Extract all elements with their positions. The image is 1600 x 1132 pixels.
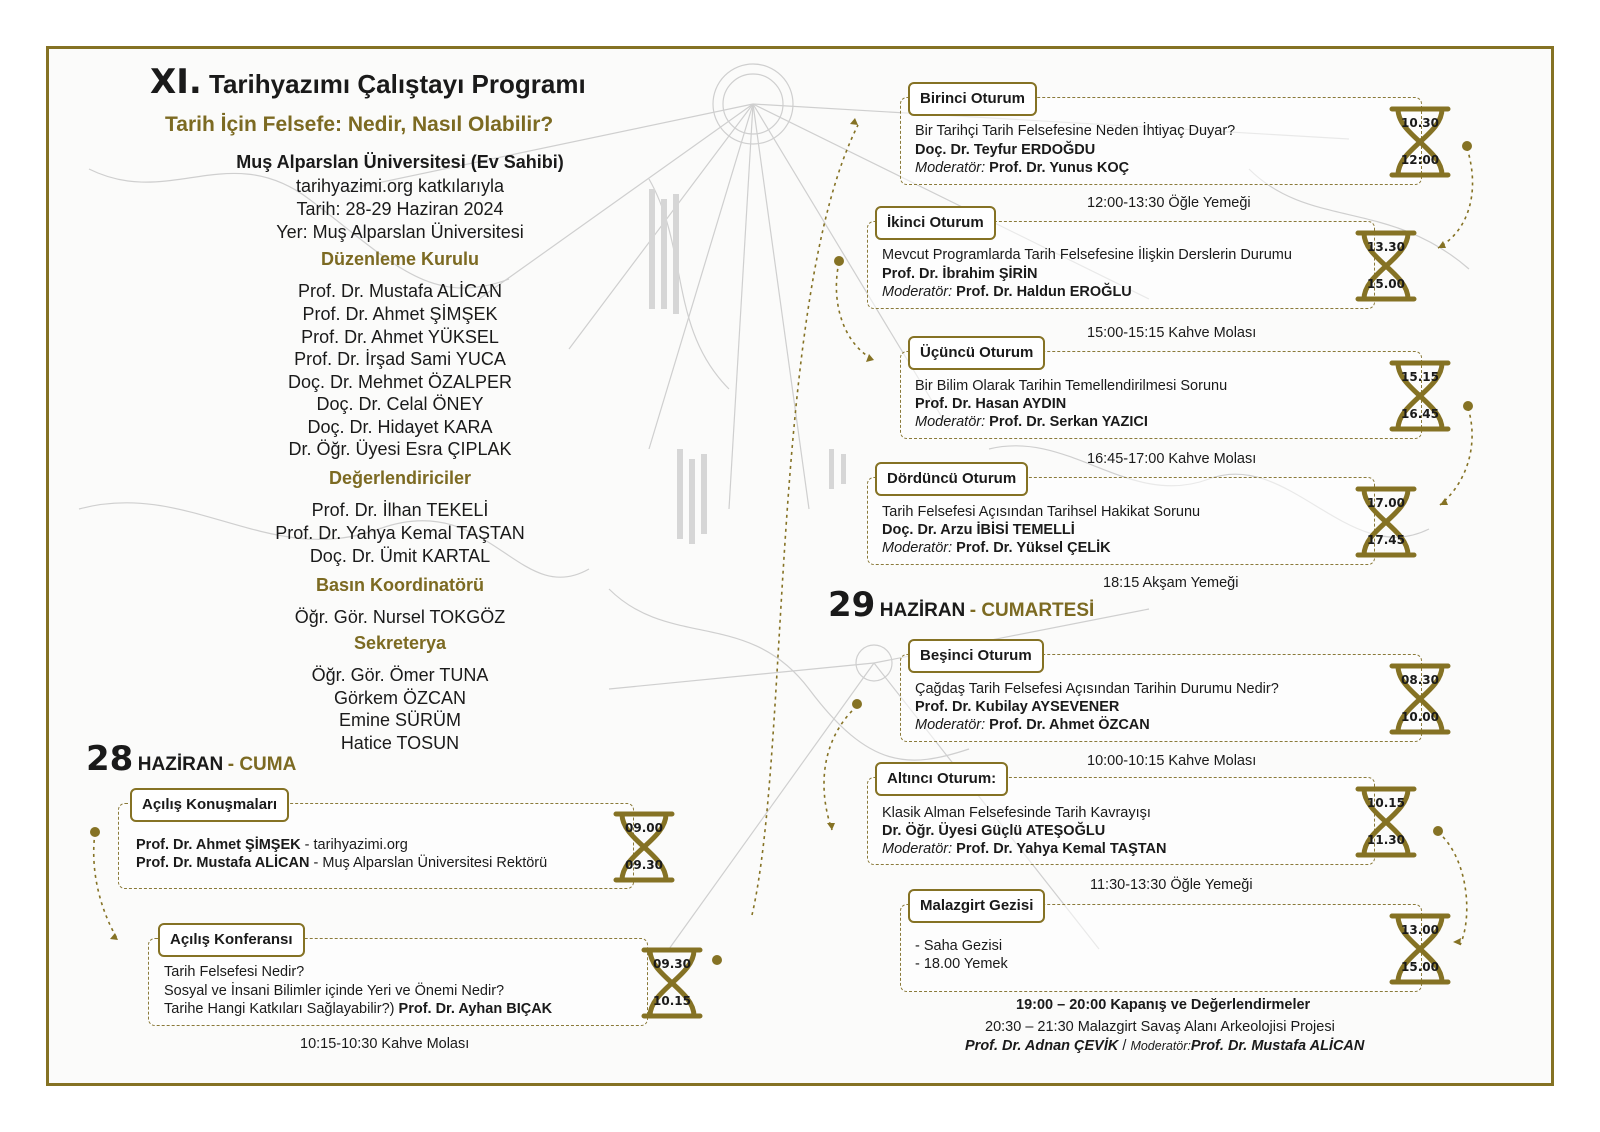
hourglass-icon (1388, 662, 1452, 736)
hourglass-icon (1388, 359, 1452, 433)
time-start: 09.00 (625, 821, 663, 835)
lunch-break: 11:30-13:30 Öğle Yemeği (1090, 877, 1253, 893)
session-moderator: Moderatör: Prof. Dr. Haldun EROĞLU (882, 284, 1132, 300)
opening-speaker-2: Prof. Dr. Mustafa ALİCAN - Muş Alparslan Üniversitesi Rektörü (136, 855, 548, 871)
trip-line-1: - Saha Gezisi (915, 938, 1003, 954)
session-topic: Çağdaş Tarih Felsefesi Açısından Tarihin Durumu Nedir? (915, 681, 1279, 697)
press-member: Öğr. Gör. Nursel TOKGÖZ (294, 607, 506, 627)
time-end: 15.00 (1401, 960, 1439, 974)
time-start: 10.30 (1401, 116, 1439, 130)
committee-member: Doç. Dr. Mehmet ÖZALPER (287, 372, 513, 392)
venue-line: Yer: Muş Alparslan Üniversitesi (276, 222, 524, 242)
time-start: 17.00 (1367, 496, 1405, 510)
opening-conference-label: Açılış Konferansı (158, 923, 305, 957)
workshop-subtitle: Tarih İçin Felsefe: Nedir, Nasıl Olabilir? (165, 113, 554, 136)
reviewers-heading: Değerlendiriciler (328, 468, 472, 488)
reviewer-member: Prof. Dr. İlhan TEKELİ (311, 500, 489, 520)
day1-number: 28 (86, 739, 134, 779)
session-topic: Bir Tarihçi Tarih Felsefesine Neden İhtiyaç Duyar? (915, 123, 1236, 139)
session-topic: Bir Bilim Olarak Tarihin Temellendirilmesi Sorunu (915, 378, 1228, 394)
committee-member: Prof. Dr. Mustafa ALİCAN (297, 281, 503, 301)
hourglass-icon (1388, 105, 1452, 179)
session-moderator: Moderatör: Prof. Dr. Ahmet ÖZCAN (915, 717, 1150, 733)
time-start: 10.15 (1367, 796, 1405, 810)
committee-member: Prof. Dr. Ahmet ŞİMŞEK (302, 304, 498, 324)
session-topic: Mevcut Programlarda Tarih Felsefesine İlişkin Derslerin Durumu (882, 247, 1292, 263)
secretariat-member: Emine SÜRÜM (338, 710, 462, 730)
hourglass-icon (640, 946, 704, 1020)
date-line: Tarih: 28-29 Haziran 2024 (296, 199, 504, 219)
coffee-break: 10:15-10:30 Kahve Molası (300, 1036, 470, 1052)
title-text: Tarihyazımı Çalıştayı Programı (209, 69, 586, 99)
session-speaker: Doç. Dr. Arzu İBİSİ TEMELLİ (882, 522, 1075, 538)
hourglass-icon (1354, 785, 1418, 859)
time-end: 15.00 (1367, 277, 1405, 291)
hourglass-icon (1354, 229, 1418, 303)
reviewer-member: Doç. Dr. Ümit KARTAL (309, 546, 491, 566)
time-end: 12:00 (1400, 153, 1440, 167)
session-moderator: Moderatör: Prof. Dr. Serkan YAZICI (915, 414, 1148, 430)
time-end: 17.45 (1367, 533, 1405, 547)
day1-weekday: - CUMA (227, 754, 297, 775)
session-speaker: Doç. Dr. Teyfur ERDOĞDU (915, 142, 1096, 158)
press-heading: Basın Koordinatörü (315, 575, 484, 595)
connector-dot (834, 256, 844, 266)
time-end: 11.30 (1367, 833, 1405, 847)
time-start: 15.15 (1401, 370, 1439, 384)
session-label: Üçüncü Oturum (908, 336, 1045, 370)
coffee-break: 10:00-10:15 Kahve Molası (1087, 753, 1257, 769)
trip-line-2: - 18.00 Yemek (915, 956, 1008, 972)
committee-member: Dr. Öğr. Üyesi Esra ÇIPLAK (288, 439, 512, 459)
session-label: Dördüncü Oturum (875, 462, 1028, 496)
connector-dot (1462, 141, 1472, 151)
day2-month: HAZİRAN (879, 600, 966, 621)
session-topic: Tarih Felsefesi Açısından Tarihsel Hakikat Sorunu (882, 504, 1201, 520)
hourglass-icon (1354, 485, 1418, 559)
conference-line-1: Tarih Felsefesi Nedir? (164, 964, 305, 980)
day2-weekday: - CUMARTESİ (969, 600, 1095, 621)
time-start: 13.30 (1367, 240, 1405, 254)
connector-dot (1433, 826, 1443, 836)
time-start: 09.30 (653, 957, 691, 971)
lunch-break: 12:00-13:30 Öğle Yemeği (1087, 195, 1251, 211)
session-label: İkinci Oturum (875, 206, 996, 240)
session-speaker: Prof. Dr. Hasan AYDIN (915, 396, 1067, 412)
day2-number: 29 (828, 585, 876, 625)
reviewer-member: Prof. Dr. Yahya Kemal TAŞTAN (275, 523, 525, 543)
time-end: 10.15 (653, 994, 691, 1008)
project-line: 20:30 – 21:30 Malazgirt Savaş Alanı Arkeolojisi Projesi (985, 1019, 1335, 1035)
session-label: Altıncı Oturum: (875, 762, 1008, 796)
secretariat-member: Hatice TOSUN (340, 733, 460, 753)
committee-member: Doç. Dr. Hidayet KARA (307, 417, 493, 437)
session-moderator: Moderatör: Prof. Dr. Yahya Kemal TAŞTAN (882, 841, 1167, 857)
connector-dot (852, 699, 862, 709)
hourglass-icon (612, 810, 676, 884)
dinner-break: 18:15 Akşam Yemeği (1103, 575, 1239, 591)
closing-line: 19:00 – 20:00 Kapanış ve Değerlendirmeler (1016, 997, 1311, 1013)
time-end: 16.45 (1401, 407, 1439, 421)
day2-heading (828, 585, 1094, 625)
roman-numeral: XI. (150, 62, 202, 102)
session-moderator: Moderatör: Prof. Dr. Yunus KOÇ (915, 160, 1130, 176)
trip-label: Malazgirt Gezisi (908, 889, 1045, 923)
connector-dot (90, 827, 100, 837)
committee-member: Prof. Dr. İrşad Sami YUCA (294, 349, 506, 369)
connector-dot (1463, 401, 1473, 411)
session-label: Beşinci Oturum (908, 639, 1044, 673)
secretariat-member: Görkem ÖZCAN (333, 688, 466, 708)
time-start: 13.00 (1401, 923, 1439, 937)
opening-speeches-label: Açılış Konuşmaları (130, 788, 289, 822)
session-moderator: Moderatör: Prof. Dr. Yüksel ÇELİK (882, 540, 1111, 556)
coffee-break: 15:00-15:15 Kahve Molası (1087, 325, 1257, 341)
host-line: Muş Alparslan Üniversitesi (Ev Sahibi) (236, 152, 564, 172)
session-speaker: Dr. Öğr. Üyesi Güçlü ATEŞOĞLU (882, 823, 1106, 839)
secretariat-member: Öğr. Gör. Ömer TUNA (311, 665, 489, 685)
session-speaker: Prof. Dr. İbrahim ŞİRİN (882, 266, 1038, 282)
committee-member: Prof. Dr. Ahmet YÜKSEL (301, 327, 499, 347)
conference-line-2: Sosyal ve İnsani Bilimler içinde Yeri ve Önemi Nedir? (164, 983, 505, 999)
day1-month: HAZİRAN (137, 754, 224, 775)
committee-member: Doç. Dr. Celal ÖNEY (316, 394, 484, 414)
hourglass-icon (1388, 912, 1452, 986)
opening-speaker-1: Prof. Dr. Ahmet ŞİMŞEK - tarihyazimi.org (136, 837, 408, 853)
time-end: 10.00 (1401, 710, 1439, 724)
workshop-title (150, 62, 586, 102)
conference-line-3: Tarihe Hangi Katkıları Sağlayabilir?) Prof. Dr. Ayhan BIÇAK (164, 1001, 553, 1017)
time-start: 08.30 (1401, 673, 1439, 687)
session-speaker: Prof. Dr. Kubilay AYSEVENER (915, 699, 1120, 715)
coffee-break: 16:45-17:00 Kahve Molası (1087, 451, 1257, 467)
contributor-line: tarihyazimi.org katkılarıyla (295, 176, 505, 196)
committee-heading: Düzenleme Kurulu (320, 249, 480, 269)
session-label: Birinci Oturum (908, 82, 1037, 116)
connector-dot (712, 955, 722, 965)
secretariat-heading: Sekreterya (353, 633, 447, 653)
project-speaker-line: Prof. Dr. Adnan ÇEVİK / Moderatör:Prof. Dr. Mustafa ALİCAN (965, 1038, 1365, 1054)
session-topic: Klasik Alman Felsefesinde Tarih Kavrayışı (882, 805, 1151, 821)
time-end: 09.30 (625, 858, 663, 872)
day1-heading (86, 739, 296, 779)
